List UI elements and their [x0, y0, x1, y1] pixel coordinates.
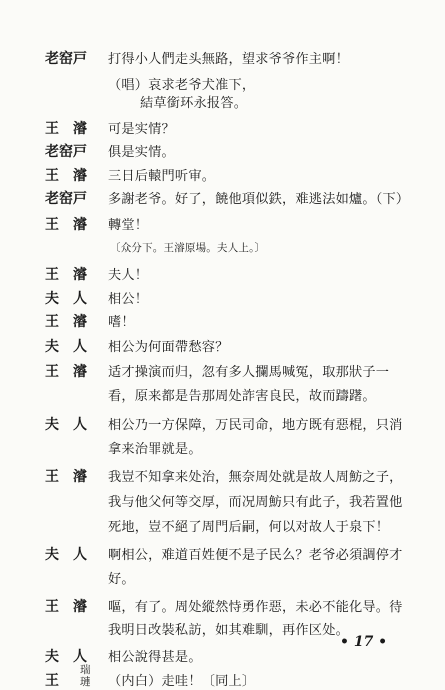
dialogue-line: 我明日改裝私訪，如其难馴，再作区处。	[108, 623, 349, 638]
dialogue-line: 結草銜环永报答。	[140, 96, 248, 111]
dialogue-line: 相公乃一方保障，万民司命，地方既有惡棍，只消	[108, 418, 403, 433]
speaker-name: 夫 人	[45, 547, 87, 563]
speaker-name: 王 濬	[45, 469, 87, 485]
speaker-name: 老窑戸	[45, 51, 87, 67]
speaker-name: 王 濬	[45, 121, 87, 137]
speaker-name: 夫 人	[45, 291, 87, 307]
dialogue-line: 俱是实情。	[108, 145, 175, 160]
dialogue-line: 〔众分下。王濬原場。夫人上。〕	[110, 242, 266, 254]
speaker-name: 夫 人	[45, 417, 87, 433]
speaker-subscript: 瑞 璉	[80, 664, 91, 688]
dialogue-line: 三日后轅門听审。	[108, 169, 216, 184]
speaker-name: 夫 人	[45, 339, 87, 355]
dialogue-line: 死地，豈不絕了周門后嗣，何以对故人于泉下！	[108, 520, 390, 535]
dialogue-line: 适才操演而归，忽有多人攔馬喊冤，取那狀子一	[108, 365, 390, 380]
dialogue-line: 啊相公，难道百姓便不是子民么？老爷必須調停才	[108, 548, 403, 563]
dialogue-line: 可是实情？	[108, 122, 175, 137]
speaker-name: 王 濬	[45, 599, 87, 615]
dialogue-line: 夫人！	[108, 268, 149, 283]
dialogue-line: 相公！	[108, 292, 149, 307]
dialogue-line: （唱）哀求老爷犬准下，	[108, 78, 256, 93]
page-number: • 17 •	[340, 634, 388, 650]
speaker-name: 王 濬	[45, 217, 87, 233]
dialogue-line: （内白）走哇！〔同上〕	[108, 674, 256, 689]
dialogue-line: 相公說得甚是。	[108, 650, 202, 665]
dialogue-line: 拿来治罪就是。	[108, 442, 202, 457]
dialogue-line: 嘔，有了。周处縱然恃勇作惡，未必不能化导。待	[108, 600, 403, 615]
speaker-name: 王 濬	[45, 314, 87, 330]
speaker-name: 王 濬	[45, 267, 87, 283]
speaker-name: 王	[45, 673, 59, 689]
speaker-name: 老窑戸	[45, 144, 87, 160]
dialogue-line: 嗜！	[108, 315, 135, 330]
speaker-name: 老窑戸	[45, 191, 87, 207]
dialogue-line: 看，原来都是告那周处詐害良民，故而躊躇。	[108, 389, 376, 404]
dialogue-line: 相公为何面帶愁容？	[108, 340, 229, 355]
speaker-name: 王 濬	[45, 168, 87, 184]
dialogue-line: 打得小人們走头無路，望求爷爷作主啊！	[108, 52, 349, 67]
dialogue-line: 我豈不知拿来处治，無奈周处就是故人周魴之子，	[108, 470, 403, 485]
speaker-name: 夫 人	[45, 649, 87, 665]
dialogue-line: 多謝老爷。好了，饒他項似鉄，难逃法如爐。（下）	[108, 192, 410, 207]
dialogue-line: 轉堂！	[108, 218, 149, 233]
dialogue-line: 我与他父何等交厚，而况周魴只有此子，我若置他	[108, 495, 403, 510]
speaker-name: 王 濬	[45, 364, 87, 380]
dialogue-line: 好。	[108, 572, 135, 587]
